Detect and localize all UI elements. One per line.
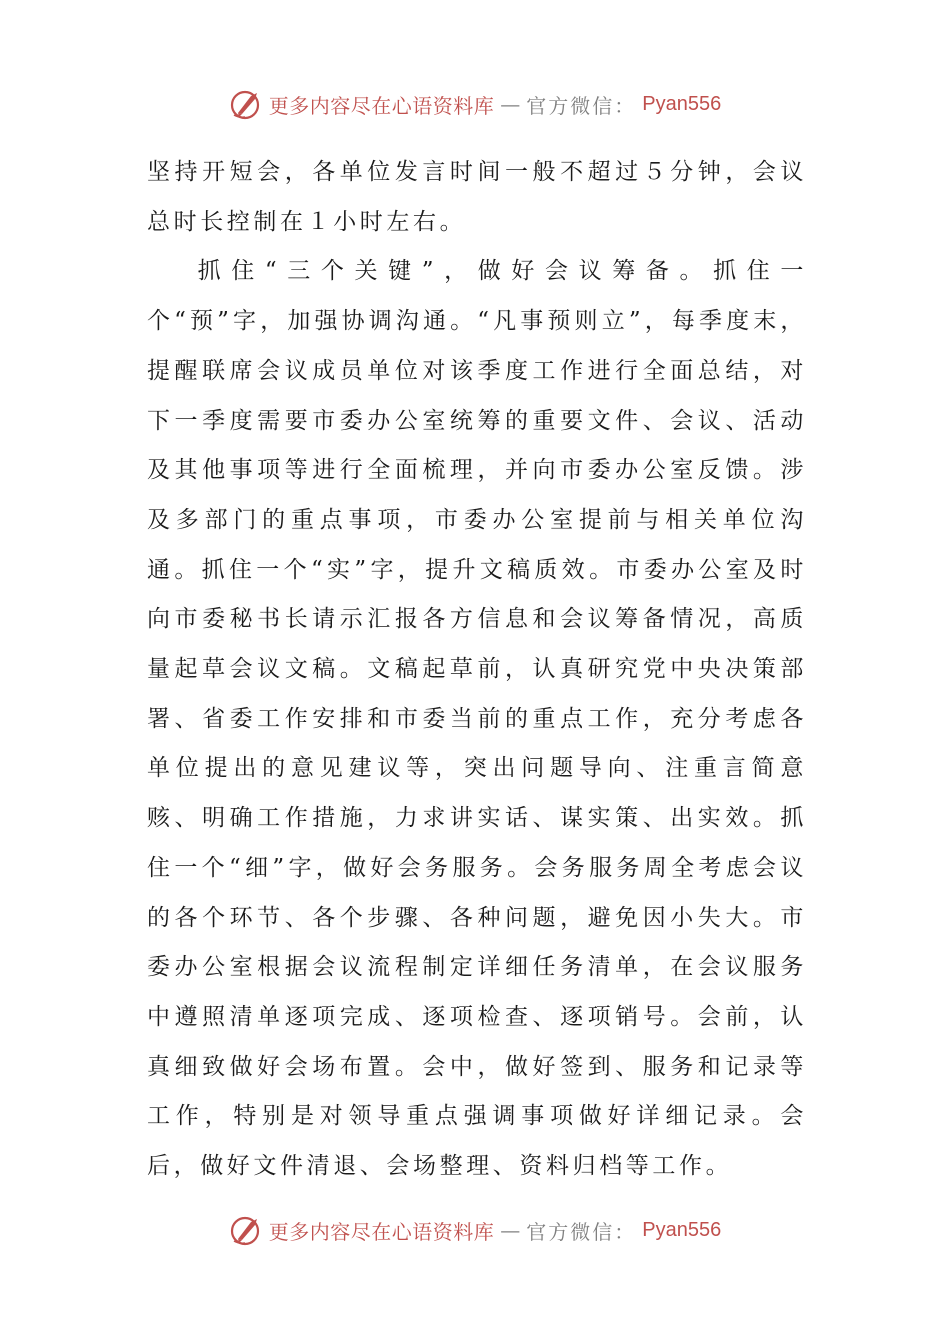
banner-dash: — (500, 1218, 521, 1242)
document-body (147, 148, 807, 1192)
banner-site-text: 更多内容尽在心语资料库 (268, 1219, 495, 1244)
banner-wechat-label: 官方微信： (526, 1219, 637, 1244)
paragraph-continued: 坚持开短会，各单位发言时间一般不超过５分钟，会议总时长控制在１小时左右。 (147, 159, 807, 235)
banner-wechat-label: 官方微信： (526, 93, 637, 118)
header-banner (0, 84, 950, 124)
pen-nib-logo-icon (229, 1213, 263, 1247)
paragraph-three-keys: 抓住“三个关键”，做好会议筹备。抓住一个“预”字，加强协调沟通。“凡事预则立”，每季度末，提醒联席会议成员单位对该季度工作进行全面总结，对下一季度需要市委办公室统筹的重要文件、会议、活动及其他事项等进行全面梳理，并向市委办公室反馈。涉及多部门的重点事项，市委办公室提前与相关单位沟通。抓住一个“实”字，提升文稿质效。市委办公室及时向市委秘书长请示汇报各方信息和会议筹备情况，高质量起草会议文稿。文稿起草前，认真研究党中央决策部署、省委工作安排和市委当前的重点工作，充分考虑各单位提出的意见建议等，突出问题导向、注重言简意赅、明确工作措施，力求讲实话、谋实策、出实效。抓住一个“细”字，做好会务服务。会务服务周全考虑会议的各个环节、各个步骤、各种问题，避免因小失大。市委办公室根据会议流程制定详细任务清单，在会议服务中遵照清单逐项完成、逐项检查、逐项销号。会前，认真细致做好会场布置。会中，做好签到、服务和记录等工作，特别是对领导重点强调事项做好详细记录。会后，做好文件清退、会场整理、资料归档等工作。 (147, 258, 807, 1180)
banner-wechat-id: Pyan556 (642, 92, 722, 115)
banner-wechat-id: Pyan556 (642, 1218, 722, 1241)
footer-banner (0, 1210, 950, 1250)
banner-site-text: 更多内容尽在心语资料库 (268, 93, 495, 118)
banner-dash: — (500, 92, 521, 116)
pen-nib-logo-icon (229, 87, 263, 121)
